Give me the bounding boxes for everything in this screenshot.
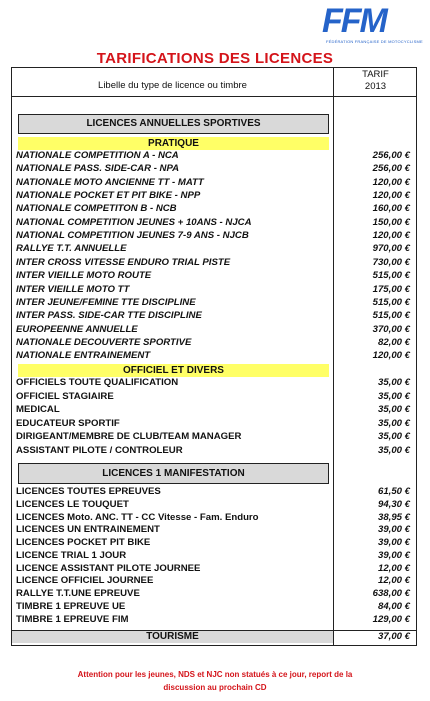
table-row <box>16 177 416 191</box>
row-price: 82,00 € <box>377 336 410 348</box>
table-row <box>16 524 416 538</box>
row-label: NATIONALE COMPETITION A - NCA <box>16 150 179 161</box>
row-label: NATIONALE ENTRAINEMENT <box>16 350 151 362</box>
table-row <box>16 486 416 500</box>
row-label: LICENCES UN ENTRAINEMENT <box>16 524 160 536</box>
row-price: 160,00 € <box>372 203 410 215</box>
table-row <box>16 377 416 391</box>
table-row <box>16 537 416 551</box>
row-price: 120,00 € <box>372 176 410 188</box>
table-row <box>16 297 416 311</box>
table-row <box>16 150 416 164</box>
row-price: 39,00 € <box>377 524 410 536</box>
row-price: 35,00 € <box>377 431 410 443</box>
table-row <box>16 230 416 244</box>
row-price: 120,00 € <box>372 190 410 202</box>
page-title: TARIFICATIONS DES LICENCES <box>96 50 334 67</box>
row-label: INTER PASS. SIDE-CAR TTE DISCIPLINE <box>16 310 202 322</box>
row-label: NATIONAL COMPETITION JEUNES + 10ANS - NJCA <box>16 216 252 228</box>
row-label: LICENCE TRIAL 1 JOUR <box>16 549 127 561</box>
header-divider <box>12 96 416 97</box>
row-label: NATIONALE COMPETITON B - NCB <box>16 203 177 215</box>
section-manifestation: LICENCES 1 MANIFESTATION <box>18 463 329 484</box>
row-label: LICENCES POCKET PIT BIKE <box>16 537 151 548</box>
row-label: TIMBRE 1 EPREUVE UE <box>16 600 126 612</box>
section-pratique: PRATIQUE <box>18 137 329 150</box>
row-price: 39,00 € <box>377 549 410 561</box>
table-row <box>16 350 416 364</box>
row-label: EUROPEENNE ANNUELLE <box>16 323 138 335</box>
row-label: NATIONALE PASS. SIDE-CAR - NPA <box>16 163 180 175</box>
row-price: 515,00 € <box>372 270 410 282</box>
table-row <box>16 445 416 459</box>
header-tarif <box>334 69 417 93</box>
footnote-line-2: discussion au prochain CD <box>163 683 267 692</box>
footnote <box>30 668 400 694</box>
section-annuelles: LICENCES ANNUELLES SPORTIVES <box>18 114 329 134</box>
row-label: INTER JEUNE/FEMINE TTE DISCIPLINE <box>16 296 196 308</box>
row-label: DIRIGEANT/MEMBRE DE CLUB/TEAM MANAGER <box>16 431 242 443</box>
row-price: 730,00 € <box>372 256 410 268</box>
row-price: 129,00 € <box>372 613 410 625</box>
row-label: NATIONAL COMPETITION JEUNES 7-9 ANS - NJCB <box>16 230 249 242</box>
table-row <box>16 512 416 526</box>
row-price: 120,00 € <box>372 350 410 362</box>
row-label: OFFICIELS TOUTE QUALIFICATION <box>16 377 179 388</box>
row-price: 970,00 € <box>372 243 410 255</box>
table-row <box>16 588 416 602</box>
table-row <box>16 563 416 577</box>
row-label: LICENCE OFFICIEL JOURNEE <box>16 575 154 587</box>
row-price: 12,00 € <box>377 575 410 587</box>
row-label: OFFICIEL STAGIAIRE <box>16 390 114 402</box>
table-row <box>16 284 416 298</box>
tourisme-price: 37,00 € <box>377 631 410 642</box>
row-price: 638,00 € <box>372 588 410 599</box>
row-label: TIMBRE 1 EPREUVE FIM <box>16 613 129 625</box>
row-price: 12,00 € <box>377 562 410 574</box>
header-tarif-label: TARIF <box>362 69 389 80</box>
table-row <box>16 310 416 324</box>
logo-text: FFM <box>322 2 386 40</box>
table-row <box>16 203 416 217</box>
row-label: LICENCES LE TOUQUET <box>16 498 129 510</box>
table-row <box>16 163 416 177</box>
row-price: 61,50 € <box>377 486 410 497</box>
table-row <box>16 190 416 204</box>
row-price: 150,00 € <box>372 216 410 228</box>
header-tarif-year: 2013 <box>364 81 387 92</box>
row-price: 35,00 € <box>377 390 410 402</box>
row-label: MEDICAL <box>16 404 60 416</box>
table-row <box>16 614 416 628</box>
row-price: 35,00 € <box>377 417 410 429</box>
tourisme-label: TOURISME <box>12 631 333 643</box>
row-price: 175,00 € <box>372 283 410 295</box>
row-label: RALLYE T.T. ANNUELLE <box>16 243 127 255</box>
ffm-logo <box>322 2 423 46</box>
header-libelle: Libelle du type de licence ou timbre <box>98 80 247 91</box>
row-price: 35,00 € <box>377 377 410 388</box>
table-row <box>16 575 416 589</box>
row-label: NATIONALE DECOUVERTE SPORTIVE <box>16 336 192 348</box>
table-row <box>16 601 416 615</box>
row-price: 120,00 € <box>372 230 410 242</box>
row-label: NATIONALE POCKET ET PIT BIKE - NPP <box>16 190 201 202</box>
row-price: 84,00 € <box>377 600 410 612</box>
table-row <box>16 270 416 284</box>
row-price: 515,00 € <box>372 310 410 322</box>
table-row <box>16 391 416 405</box>
row-price: 38,95 € <box>377 511 410 523</box>
row-label: INTER VIEILLE MOTO TT <box>16 283 130 295</box>
row-price: 256,00 € <box>372 163 410 175</box>
row-price: 256,00 € <box>372 150 410 161</box>
table-row <box>16 499 416 513</box>
section-officiel: OFFICIEL ET DIVERS <box>18 364 329 377</box>
row-label: INTER CROSS VITESSE ENDURO TRIAL PISTE <box>16 256 231 268</box>
row-label: INTER VIEILLE MOTO ROUTE <box>16 270 152 282</box>
footnote-line-1: Attention pour les jeunes, NDS et NJC non statués à ce jour, report de la <box>77 670 353 679</box>
row-price: 94,30 € <box>377 498 410 510</box>
row-price: 39,00 € <box>377 537 410 548</box>
table-row <box>16 243 416 257</box>
table-row <box>16 324 416 338</box>
table-row <box>16 404 416 418</box>
table-row <box>16 257 416 271</box>
row-label: RALLYE T.T.UNE EPREUVE <box>16 588 140 599</box>
row-label: LICENCES Moto. ANC. TT - CC Vitesse - Fam. Enduro <box>16 511 259 523</box>
table-row <box>16 418 416 432</box>
row-label: ASSISTANT PILOTE / CONTROLEUR <box>16 445 183 456</box>
row-label: LICENCE ASSISTANT PILOTE JOURNEE <box>16 562 201 574</box>
row-price: 35,00 € <box>377 445 410 456</box>
table-row <box>16 550 416 564</box>
table-row <box>16 431 416 445</box>
row-price: 370,00 € <box>372 323 410 335</box>
row-price: 35,00 € <box>377 404 410 416</box>
table-row <box>16 337 416 351</box>
row-label: EDUCATEUR SPORTIF <box>16 417 120 429</box>
row-label: NATIONALE MOTO ANCIENNE TT - MATT <box>16 176 204 188</box>
logo-subtitle: FÉDÉRATION FRANÇAISE DE MOTOCYCLISME <box>326 39 423 44</box>
row-price: 515,00 € <box>372 296 410 308</box>
row-label: LICENCES TOUTES EPREUVES <box>16 486 161 497</box>
tariff-table <box>11 67 417 646</box>
table-row <box>16 217 416 231</box>
